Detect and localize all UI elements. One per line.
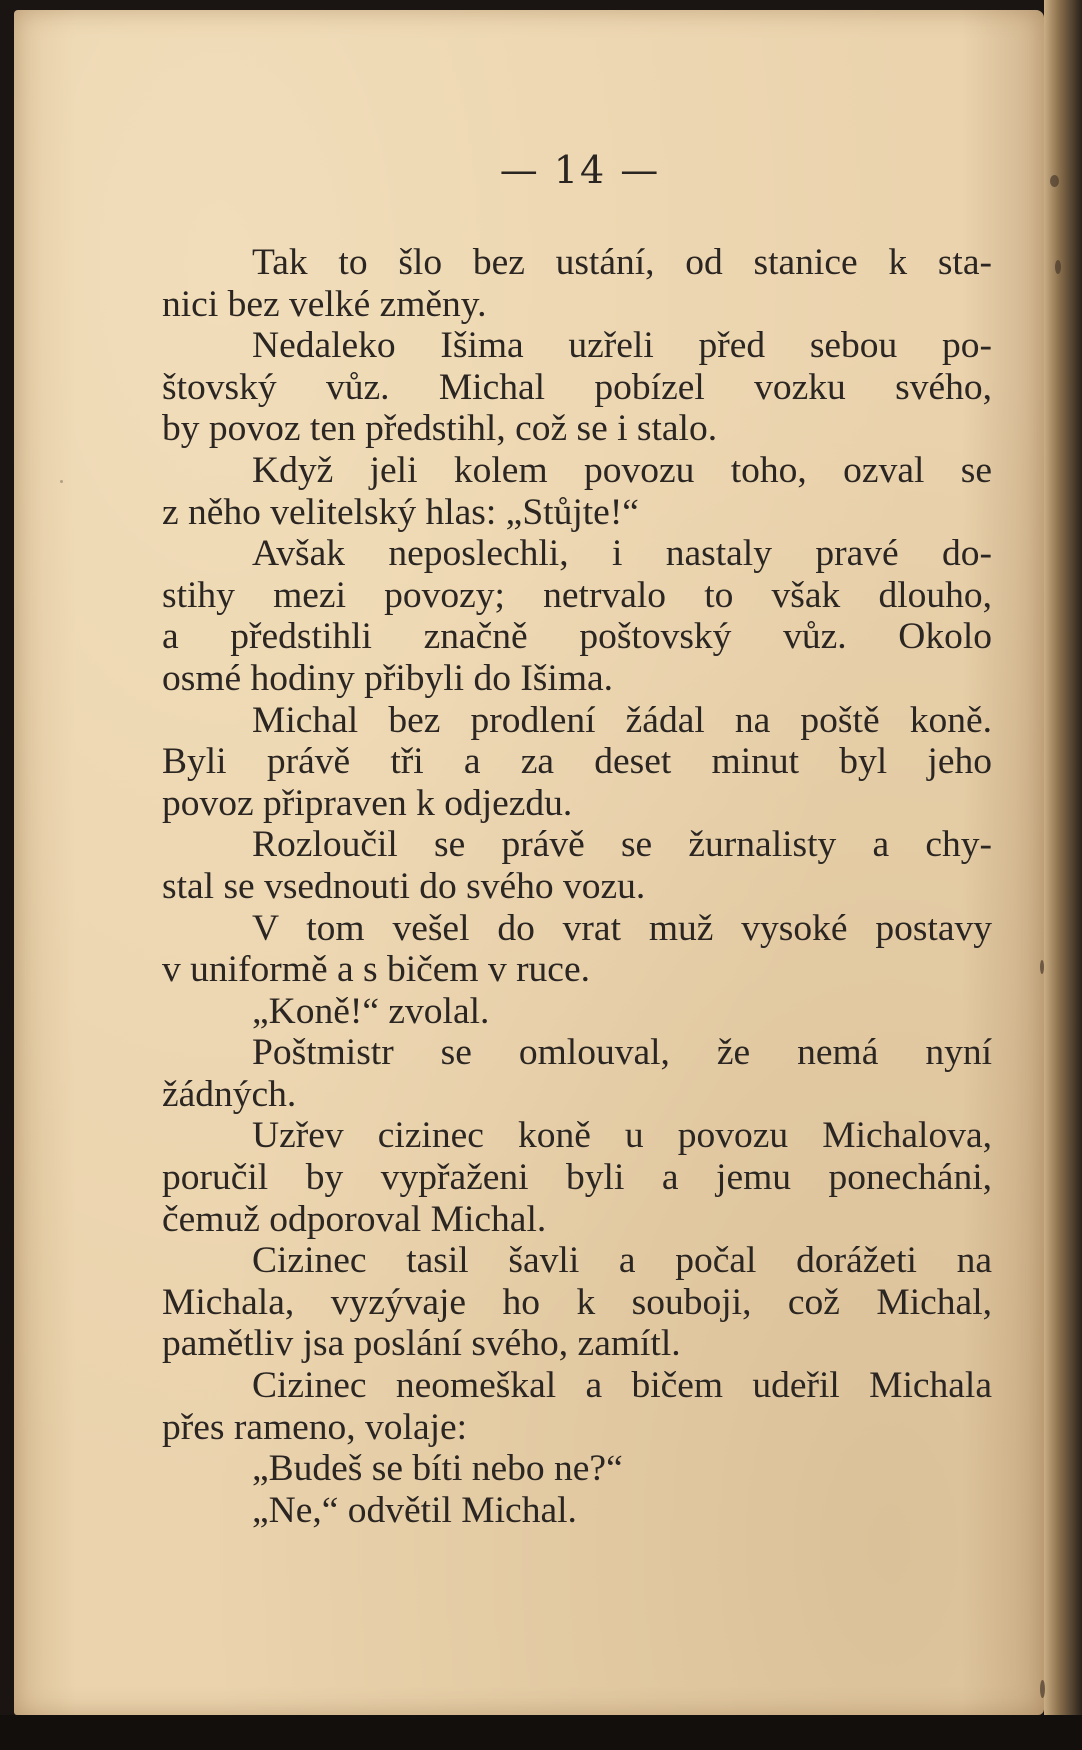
text-line: z něho velitelský hlas: „Stůjte!“ bbox=[162, 491, 639, 533]
page-number: — 14 — bbox=[499, 148, 661, 192]
text-line: osmé hodiny přibyli do Išima. bbox=[162, 657, 614, 699]
paper-speck bbox=[1040, 1680, 1045, 1698]
text-line: Byli právě tři a za deset minut byl jeho bbox=[162, 741, 992, 783]
text-line: stal se vsednouti do svého vozu. bbox=[162, 865, 646, 907]
book-page-edge bbox=[1044, 0, 1082, 1750]
text-line: a předstihli značně poštovský vůz. Okolo bbox=[162, 616, 992, 658]
text-line: Nedaleko Išima uzřeli před sebou po- bbox=[252, 325, 992, 367]
text-line: Rozloučil se právě se žurnalisty a chy- bbox=[252, 824, 992, 866]
scan-border bbox=[0, 1715, 1082, 1750]
text-line: by povoz ten předstihl, což se i stalo. bbox=[162, 408, 718, 450]
text-line: Avšak neposlechli, i nastaly pravé do- bbox=[252, 533, 992, 575]
text-line: pamětliv jsa poslání svého, zamítl. bbox=[162, 1323, 681, 1365]
text-line: stihy mezi povozy; netrvalo to však dlouho, bbox=[162, 574, 992, 616]
text-line: Když jeli kolem povozu toho, ozval se bbox=[252, 449, 992, 491]
text-line: „Budeš se bíti nebo ne?“ bbox=[252, 1448, 623, 1490]
text-line: Cizinec tasil šavli a počal dorážeti na bbox=[252, 1240, 992, 1282]
paper-speck bbox=[60, 480, 63, 483]
text-line: v uniformě a s bičem v ruce. bbox=[162, 949, 590, 991]
text-line: Cizinec neomeškal a bičem udeřil Michala bbox=[252, 1365, 992, 1407]
text-line: Poštmistr se omlouval, že nemá nyní bbox=[252, 1032, 992, 1074]
book-text bbox=[162, 242, 992, 1531]
paper-speck bbox=[1055, 260, 1061, 274]
text-line: Tak to šlo bez ustání, od stanice k sta- bbox=[252, 242, 992, 283]
text-line: žádných. bbox=[162, 1073, 297, 1115]
text-line: V tom vešel do vrat muž vysoké postavy bbox=[252, 907, 992, 949]
paper-speck bbox=[1040, 960, 1044, 974]
text-line: štovský vůz. Michal pobízel vozku svého, bbox=[162, 366, 992, 408]
text-line: Michala, vyzývaje ho k souboji, což Michal, bbox=[162, 1281, 992, 1323]
text-line: Michal bez prodlení žádal na poště koně. bbox=[252, 699, 992, 741]
text-line: přes rameno, volaje: bbox=[162, 1406, 468, 1448]
text-line: „Ne,“ odvětil Michal. bbox=[252, 1489, 577, 1531]
text-line: čemuž odporoval Michal. bbox=[162, 1198, 547, 1240]
text-line: poručil by vypřaženi byli a jemu ponecháni, bbox=[162, 1157, 992, 1199]
text-line: povoz připraven k odjezdu. bbox=[162, 782, 573, 824]
text-line: nici bez velké změny. bbox=[162, 283, 487, 325]
text-line: Uzřev cizinec koně u povozu Michalova, bbox=[252, 1115, 992, 1157]
text-line: „Koně!“ zvolal. bbox=[252, 990, 490, 1032]
